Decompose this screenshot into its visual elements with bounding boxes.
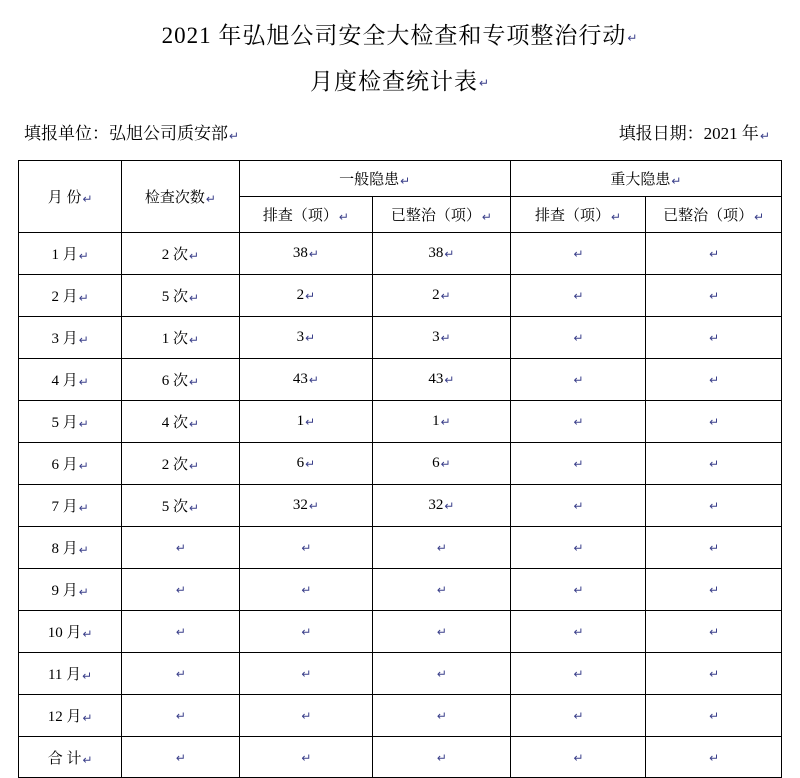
cell-times [122, 737, 239, 778]
cell-general-found [239, 485, 373, 527]
document-meta-row [18, 105, 782, 160]
table-row [19, 275, 782, 317]
cell-major-found [510, 653, 646, 695]
cell-general-fixed [373, 695, 511, 737]
paragraph-mark-icon: ↵ [78, 291, 89, 305]
cell-times [122, 317, 239, 359]
cell-month-text: 合 计 [47, 750, 82, 767]
paragraph-mark-icon: ↵ [188, 333, 200, 347]
fill-unit-label [24, 119, 239, 144]
cell-general-fixed-text: 38 [428, 245, 444, 262]
paragraph-mark-icon: ↵ [308, 373, 319, 387]
cell-major-fixed [646, 275, 782, 317]
paragraph-mark-icon: ↵ [305, 457, 316, 471]
paragraph-mark-icon: ↵ [82, 669, 93, 683]
cell-general-found-text: 1 [296, 413, 305, 430]
cell-major-fixed [646, 569, 782, 611]
cell-general-found [239, 317, 373, 359]
cell-times-text: 4 次 [161, 415, 188, 432]
paragraph-mark-icon: ↵ [709, 625, 720, 639]
cell-major-found [510, 527, 646, 569]
table-row [19, 401, 782, 443]
paragraph-mark-icon: ↵ [709, 541, 720, 555]
cell-times [122, 527, 239, 569]
cell-month [19, 401, 122, 443]
cell-month [19, 359, 122, 401]
cell-major-found [510, 611, 646, 653]
cell-month [19, 233, 122, 275]
cell-month [19, 695, 122, 737]
cell-general-found-text: 6 [296, 455, 305, 472]
paragraph-mark-icon: ↵ [308, 247, 319, 261]
document-title-block [18, 0, 782, 105]
cell-general-fixed [373, 401, 511, 443]
cell-general-found-text: 43 [292, 371, 308, 388]
cell-major-fixed [646, 611, 782, 653]
paragraph-mark-icon: ↵ [301, 541, 312, 555]
cell-major-found [510, 695, 646, 737]
paragraph-mark-icon: ↵ [627, 30, 639, 45]
cell-month [19, 737, 122, 778]
cell-general-fixed [373, 359, 511, 401]
cell-times-text: 2 次 [161, 457, 188, 474]
cell-general-fixed [373, 485, 511, 527]
paragraph-mark-icon: ↵ [709, 499, 720, 513]
cell-times [122, 653, 239, 695]
cell-general-fixed [373, 443, 511, 485]
paragraph-mark-icon: ↵ [436, 625, 447, 639]
paragraph-mark-icon: ↵ [436, 709, 447, 723]
paragraph-mark-icon: ↵ [82, 192, 93, 206]
header-major-fixed-text: 已整治（项） [663, 208, 754, 225]
table-row [19, 233, 782, 275]
paragraph-mark-icon: ↵ [573, 331, 584, 345]
fill-date-text: 填报日期：2021 年 [618, 124, 759, 144]
cell-month-text: 6 月 [51, 457, 78, 474]
cell-general-fixed [373, 233, 511, 275]
paragraph-mark-icon: ↵ [188, 459, 200, 473]
cell-major-found [510, 401, 646, 443]
paragraph-mark-icon: ↵ [175, 709, 186, 723]
paragraph-mark-icon: ↵ [175, 583, 186, 597]
paragraph-mark-icon: ↵ [82, 711, 93, 725]
cell-general-fixed-text: 43 [428, 371, 444, 388]
cell-general-fixed [373, 569, 511, 611]
cell-month-text: 1 月 [51, 247, 78, 264]
cell-major-fixed [646, 695, 782, 737]
table-row [19, 317, 782, 359]
table-row [19, 359, 782, 401]
cell-month [19, 317, 122, 359]
cell-times-text: 5 次 [161, 499, 188, 516]
cell-month-text: 2 月 [51, 289, 78, 306]
paragraph-mark-icon: ↵ [573, 667, 584, 681]
paragraph-mark-icon: ↵ [305, 289, 316, 303]
cell-general-found-text: 2 [296, 287, 305, 304]
cell-major-found [510, 737, 646, 778]
cell-times [122, 443, 239, 485]
paragraph-mark-icon: ↵ [444, 373, 455, 387]
header-inspection-count-text: 检查次数 [144, 190, 205, 207]
cell-times [122, 485, 239, 527]
paragraph-mark-icon: ↵ [709, 667, 720, 681]
paragraph-mark-icon: ↵ [573, 583, 584, 597]
paragraph-mark-icon: ↵ [573, 499, 584, 513]
cell-major-fixed [646, 527, 782, 569]
table-row [19, 527, 782, 569]
paragraph-mark-icon: ↵ [188, 291, 200, 305]
paragraph-mark-icon: ↵ [709, 457, 720, 471]
paragraph-mark-icon: ↵ [573, 541, 584, 555]
paragraph-mark-icon: ↵ [301, 583, 312, 597]
paragraph-mark-icon: ↵ [436, 667, 447, 681]
paragraph-mark-icon: ↵ [78, 249, 89, 263]
table-row [19, 443, 782, 485]
cell-general-found [239, 233, 373, 275]
paragraph-mark-icon: ↵ [78, 459, 89, 473]
cell-times-text: 2 次 [161, 247, 188, 264]
page-title-line-1 [18, 14, 782, 60]
cell-month-text: 11 月 [47, 667, 82, 684]
paragraph-mark-icon: ↵ [308, 499, 319, 513]
paragraph-mark-icon: ↵ [709, 331, 720, 345]
paragraph-mark-icon: ↵ [436, 750, 447, 765]
cell-major-found [510, 317, 646, 359]
table-header [19, 161, 782, 233]
table-body [19, 233, 782, 778]
fill-date-label [619, 119, 770, 144]
cell-general-fixed-text: 1 [432, 413, 440, 430]
cell-general-fixed [373, 737, 511, 778]
paragraph-mark-icon: ↵ [338, 210, 349, 224]
paragraph-mark-icon: ↵ [175, 667, 186, 681]
paragraph-mark-icon: ↵ [305, 331, 316, 345]
paragraph-mark-icon: ↵ [229, 128, 240, 143]
paragraph-mark-icon: ↵ [400, 174, 411, 188]
paragraph-mark-icon: ↵ [709, 247, 720, 261]
cell-major-fixed [646, 485, 782, 527]
paragraph-mark-icon: ↵ [573, 709, 584, 723]
paragraph-mark-icon: ↵ [205, 192, 216, 206]
cell-general-found-text: 3 [296, 329, 305, 346]
paragraph-mark-icon: ↵ [440, 289, 451, 303]
paragraph-mark-icon: ↵ [301, 750, 312, 765]
paragraph-mark-icon: ↵ [436, 583, 447, 597]
cell-major-found [510, 359, 646, 401]
paragraph-mark-icon: ↵ [754, 210, 765, 224]
cell-month [19, 653, 122, 695]
cell-times [122, 359, 239, 401]
paragraph-mark-icon: ↵ [175, 750, 186, 765]
header-major-found [510, 197, 646, 233]
header-major-found-text: 排查（项） [535, 208, 611, 225]
cell-times [122, 233, 239, 275]
cell-times-text: 1 次 [161, 331, 188, 348]
cell-times-text: 6 次 [161, 373, 188, 390]
cell-times [122, 611, 239, 653]
table-row [19, 569, 782, 611]
paragraph-mark-icon: ↵ [78, 375, 89, 389]
paragraph-mark-icon: ↵ [573, 457, 584, 471]
header-inspection-count [122, 161, 239, 233]
cell-month-text: 3 月 [51, 331, 78, 348]
paragraph-mark-icon: ↵ [709, 415, 720, 429]
header-major-hazard [510, 161, 781, 197]
paragraph-mark-icon: ↵ [82, 752, 93, 767]
table-row [19, 695, 782, 737]
paragraph-mark-icon: ↵ [78, 417, 89, 431]
header-general-fixed [373, 197, 511, 233]
page-title-line-2-text: 月度检查统计表 [309, 68, 478, 94]
paragraph-mark-icon: ↵ [78, 543, 89, 557]
header-major-hazard-text: 重大隐患 [610, 172, 671, 189]
paragraph-mark-icon: ↵ [709, 583, 720, 597]
cell-general-found-text: 32 [292, 497, 308, 514]
cell-general-fixed-text: 6 [432, 455, 440, 472]
cell-month-text: 12 月 [47, 709, 82, 726]
cell-month [19, 275, 122, 317]
cell-general-found [239, 527, 373, 569]
cell-times-text: 5 次 [161, 289, 188, 306]
cell-major-found [510, 275, 646, 317]
paragraph-mark-icon: ↵ [82, 627, 93, 641]
paragraph-mark-icon: ↵ [573, 247, 584, 261]
inspection-statistics-table [18, 160, 782, 778]
header-general-found-text: 排查（项） [262, 208, 338, 225]
header-general-fixed-text: 已整治（项） [390, 208, 481, 225]
paragraph-mark-icon: ↵ [444, 499, 455, 513]
paragraph-mark-icon: ↵ [440, 415, 451, 429]
cell-month [19, 611, 122, 653]
header-major-fixed [646, 197, 782, 233]
cell-major-found [510, 485, 646, 527]
header-month-text: 月 份 [47, 190, 82, 207]
paragraph-mark-icon: ↵ [573, 373, 584, 387]
paragraph-mark-icon: ↵ [301, 625, 312, 639]
table-row [19, 611, 782, 653]
paragraph-mark-icon: ↵ [709, 373, 720, 387]
cell-times [122, 695, 239, 737]
paragraph-mark-icon: ↵ [78, 501, 89, 515]
cell-major-fixed [646, 653, 782, 695]
paragraph-mark-icon: ↵ [573, 415, 584, 429]
paragraph-mark-icon: ↵ [440, 457, 451, 471]
page-title-line-1-text: 2021 年弘旭公司安全大检查和专项整治行动 [161, 23, 627, 48]
paragraph-mark-icon: ↵ [175, 541, 186, 555]
paragraph-mark-icon: ↵ [188, 375, 200, 389]
cell-major-found [510, 569, 646, 611]
cell-general-found [239, 737, 373, 778]
cell-month-text: 8 月 [51, 541, 78, 558]
table-row [19, 485, 782, 527]
paragraph-mark-icon: ↵ [481, 210, 492, 224]
paragraph-mark-icon: ↵ [78, 333, 89, 347]
paragraph-mark-icon: ↵ [436, 541, 447, 555]
cell-major-fixed [646, 443, 782, 485]
cell-general-fixed-text: 2 [432, 287, 440, 304]
cell-general-found [239, 653, 373, 695]
cell-month-text: 7 月 [51, 499, 78, 516]
cell-major-fixed [646, 737, 782, 778]
cell-major-fixed [646, 401, 782, 443]
cell-general-fixed [373, 527, 511, 569]
cell-month [19, 569, 122, 611]
paragraph-mark-icon: ↵ [440, 331, 451, 345]
paragraph-mark-icon: ↵ [444, 247, 455, 261]
cell-times [122, 275, 239, 317]
cell-general-found [239, 443, 373, 485]
paragraph-mark-icon: ↵ [478, 76, 491, 91]
paragraph-mark-icon: ↵ [573, 750, 584, 765]
cell-general-fixed [373, 275, 511, 317]
cell-month-text: 4 月 [51, 373, 78, 390]
paragraph-mark-icon: ↵ [573, 289, 584, 303]
table-row [19, 653, 782, 695]
paragraph-mark-icon: ↵ [188, 249, 200, 263]
paragraph-mark-icon: ↵ [709, 750, 720, 765]
paragraph-mark-icon: ↵ [611, 210, 622, 224]
cell-general-fixed [373, 317, 511, 359]
paragraph-mark-icon: ↵ [709, 289, 720, 303]
cell-general-found-text: 38 [292, 245, 308, 262]
paragraph-mark-icon: ↵ [188, 501, 200, 515]
cell-major-fixed [646, 233, 782, 275]
cell-major-found [510, 233, 646, 275]
cell-general-found [239, 275, 373, 317]
paragraph-mark-icon: ↵ [301, 667, 312, 681]
cell-general-found [239, 401, 373, 443]
cell-month [19, 443, 122, 485]
paragraph-mark-icon: ↵ [573, 625, 584, 639]
cell-general-found [239, 359, 373, 401]
cell-general-fixed [373, 653, 511, 695]
cell-general-fixed [373, 611, 511, 653]
header-general-hazard-text: 一般隐患 [339, 172, 400, 189]
fill-unit-text: 填报单位：弘旭公司质安部 [24, 124, 228, 144]
cell-month-text: 5 月 [51, 415, 78, 432]
cell-major-fixed [646, 359, 782, 401]
paragraph-mark-icon: ↵ [305, 415, 316, 429]
paragraph-mark-icon: ↵ [188, 417, 200, 431]
paragraph-mark-icon: ↵ [709, 709, 720, 723]
paragraph-mark-icon: ↵ [301, 709, 312, 723]
cell-general-found [239, 611, 373, 653]
table-row-total [19, 737, 782, 778]
paragraph-mark-icon: ↵ [175, 625, 186, 639]
cell-month [19, 527, 122, 569]
cell-month-text: 9 月 [51, 583, 78, 600]
cell-major-found [510, 443, 646, 485]
cell-general-fixed-text: 3 [432, 329, 440, 346]
header-general-found [239, 197, 373, 233]
cell-general-found [239, 569, 373, 611]
cell-general-fixed-text: 32 [428, 497, 444, 514]
cell-times [122, 401, 239, 443]
table-header-row-1 [19, 161, 782, 197]
page-title-line-2 [18, 60, 782, 106]
paragraph-mark-icon: ↵ [78, 585, 89, 599]
cell-month [19, 485, 122, 527]
cell-major-fixed [646, 317, 782, 359]
cell-month-text: 10 月 [47, 625, 82, 642]
cell-general-found [239, 695, 373, 737]
header-general-hazard [239, 161, 510, 197]
paragraph-mark-icon: ↵ [759, 128, 770, 143]
header-month [19, 161, 122, 233]
cell-times [122, 569, 239, 611]
paragraph-mark-icon: ↵ [671, 174, 682, 188]
